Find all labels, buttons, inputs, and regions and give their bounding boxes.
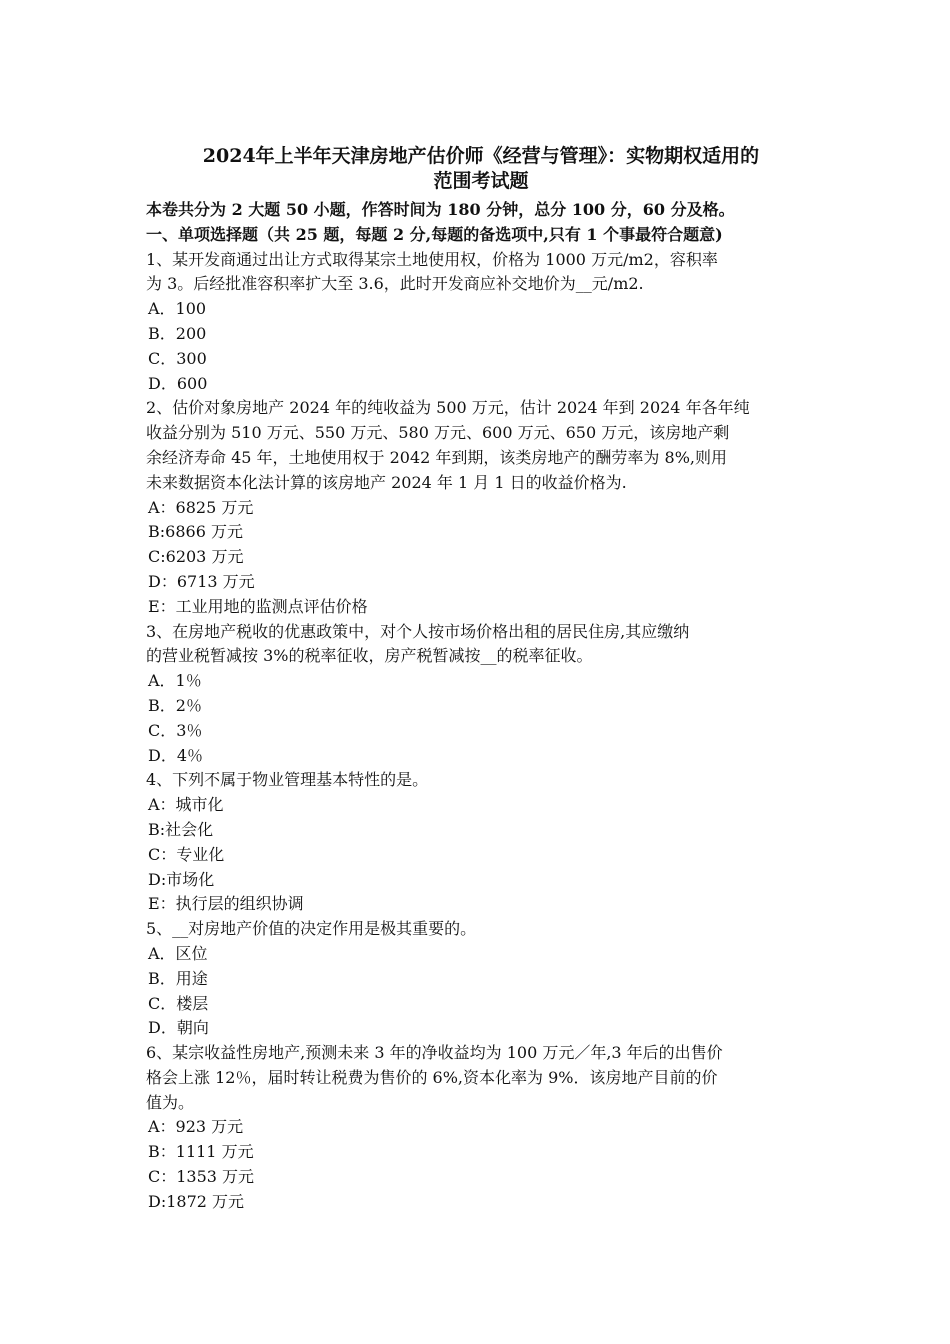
answer-option: A．100 xyxy=(148,299,207,319)
question-stem-line: 的营业税暂减按 3%的税率征收，房产税暂减按__的税率征收。 xyxy=(146,646,593,666)
answer-option: E：工业用地的监测点评估价格 xyxy=(148,596,368,616)
answer-option: A．1％ xyxy=(148,671,202,691)
question-stem-line: 未来数据资本化法计算的该房地产 2024 年 1 月 1 日的收益价格为. xyxy=(146,472,627,492)
exam-intro: 本卷共分为 2 大题 50 小题，作答时间为 180 分钟，总分 100 分，60 分及格。 xyxy=(146,200,735,219)
answer-option: E：执行层的组织协调 xyxy=(148,894,304,914)
question-2 xyxy=(146,396,816,619)
section-heading: 一、单项选择题（共 25 题，每题 2 分,每题的备选项中,只有 1 个事最符合题意) xyxy=(146,224,723,244)
answer-option: A．区位 xyxy=(148,943,208,963)
answer-option: D．600 xyxy=(148,373,208,393)
question-stem-line: 为 3。后经批准容积率扩大至 3.6，此时开发商应补交地价为__元/m2. xyxy=(146,274,644,294)
answer-option: A：923 万元 xyxy=(148,1117,244,1137)
answer-option: C．300 xyxy=(148,348,207,368)
answer-option: B:6866 万元 xyxy=(148,522,243,542)
answer-option: A：城市化 xyxy=(148,795,224,815)
answer-option: B．2％ xyxy=(148,695,202,715)
answer-option: D:1872 万元 xyxy=(148,1191,245,1211)
answer-option: C：1353 万元 xyxy=(148,1167,255,1187)
document-title xyxy=(146,144,816,194)
question-stem-line: 4、下列不属于物业管理基本特性的是。 xyxy=(146,770,429,790)
question-3 xyxy=(146,620,816,769)
answer-option: B．200 xyxy=(148,323,207,343)
question-stem-line: 5、__对房地产价值的决定作用是极其重要的。 xyxy=(146,919,477,939)
answer-option: B．用途 xyxy=(148,968,208,988)
question-stem-line: 2、估价对象房地产 2024 年的纯收益为 500 万元，估计 2024 年到 2024 年各年纯 xyxy=(146,398,750,418)
question-stem-line: 余经济寿命 45 年，土地使用权于 2042 年到期，该类房地产的酬劳率为 8%,则用 xyxy=(146,447,727,467)
question-5 xyxy=(146,917,816,1041)
title-line-1: 2024年上半年天津房地产估价师《经营与管理》：实物期权适用的 xyxy=(202,145,760,167)
answer-option: D：6713 万元 xyxy=(148,571,255,591)
document-page xyxy=(146,144,816,1215)
answer-option: C：专业化 xyxy=(148,844,225,864)
answer-option: C．楼层 xyxy=(148,993,209,1013)
answer-option: D:市场化 xyxy=(148,869,215,889)
question-stem-line: 格会上涨 12％，届时转让税费为售价的 6%,资本化率为 9%．该房地产目前的价 xyxy=(146,1067,718,1087)
question-stem-line: 1、某开发商通过出让方式取得某宗土地使用权，价格为 1000 万元/m2，容积率 xyxy=(146,249,718,269)
question-list xyxy=(146,248,816,1215)
answer-option: D．4％ xyxy=(148,745,204,765)
answer-option: C．3％ xyxy=(148,720,203,740)
answer-option: B:社会化 xyxy=(148,819,214,839)
answer-option: D．朝向 xyxy=(148,1018,209,1038)
title-line-2: 范围考试题 xyxy=(433,170,529,192)
question-6 xyxy=(146,1041,816,1215)
answer-option: A：6825 万元 xyxy=(148,497,254,517)
question-stem-line: 3、在房地产税收的优惠政策中，对个人按市场价格出租的居民住房,其应缴纳 xyxy=(146,621,690,641)
question-stem-line: 收益分别为 510 万元、550 万元、580 万元、600 万元、650 万元，该房地产剩 xyxy=(146,423,730,443)
question-stem-line: 值为。 xyxy=(146,1092,195,1112)
answer-option: B：1111 万元 xyxy=(148,1142,254,1162)
question-1 xyxy=(146,248,816,397)
answer-option: C:6203 万元 xyxy=(148,547,244,567)
question-stem-line: 6、某宗收益性房地产,预测未来 3 年的净收益均为 100 万元／年,3 年后的出售价 xyxy=(146,1043,723,1063)
question-4 xyxy=(146,768,816,917)
